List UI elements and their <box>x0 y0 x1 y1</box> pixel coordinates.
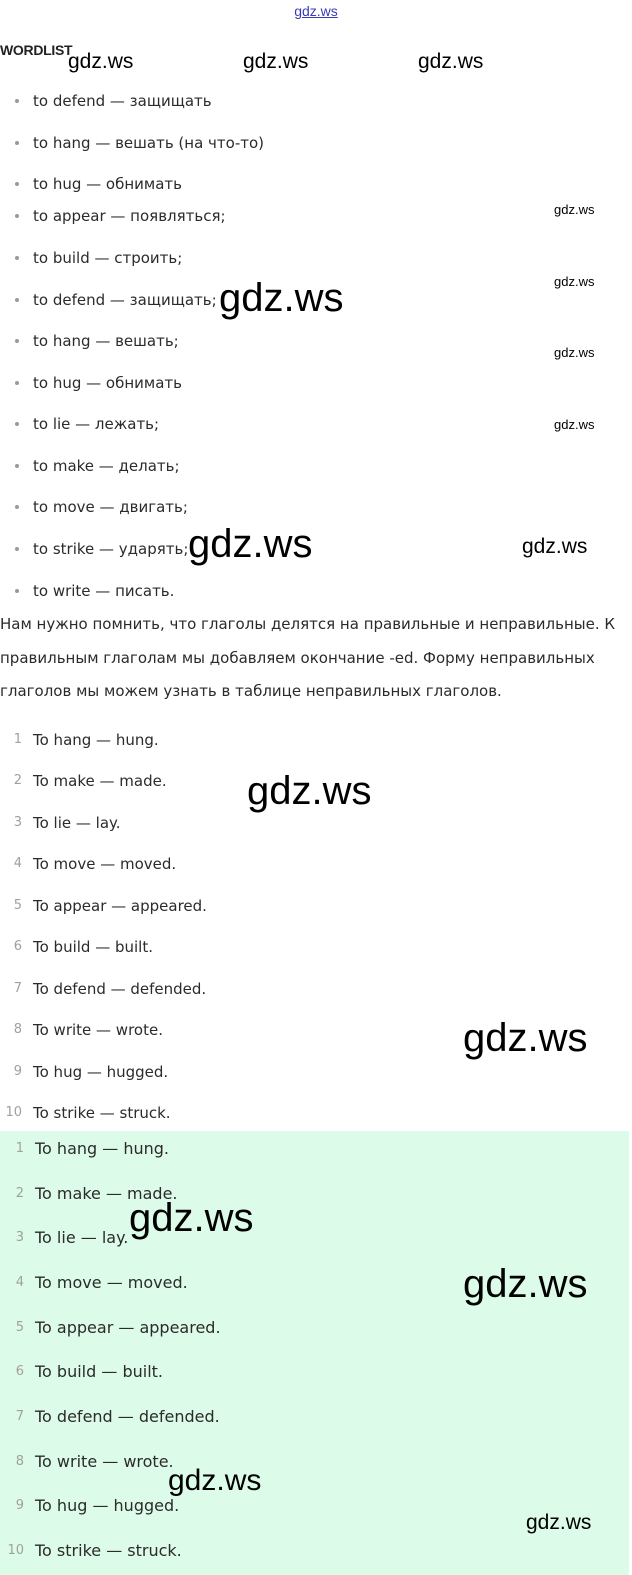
answer-text: To build — built. <box>33 938 153 956</box>
list-item-text: to defend — защищать; <box>33 291 217 309</box>
watermark: gdz.ws <box>463 1262 588 1306</box>
bullet-icon <box>15 182 19 186</box>
list-item-text: to strike — ударять; <box>33 540 189 558</box>
watermark: gdz.ws <box>463 1016 588 1060</box>
watermark: gdz.ws <box>68 50 134 73</box>
item-number: 8 <box>13 1022 22 1037</box>
list-item-text: to hug — обнимать <box>33 175 182 193</box>
answer-text: To strike — struck. <box>33 1104 171 1122</box>
answer-text: To lie — lay. <box>33 814 121 832</box>
item-number: 9 <box>15 1498 24 1513</box>
watermark: gdz.ws <box>526 1511 592 1534</box>
watermark: gdz.ws <box>554 274 595 289</box>
list-item-text: to lie — лежать; <box>33 415 160 433</box>
list-item-text: to make — делать; <box>33 457 180 475</box>
item-number: 10 <box>7 1543 24 1558</box>
answer-text: To hug — hugged. <box>33 1063 169 1081</box>
answer-text: To make — made. <box>35 1184 178 1203</box>
bullet-icon <box>15 214 19 218</box>
answer-text: To defend — defended. <box>35 1407 220 1426</box>
watermark: gdz.ws <box>168 1464 262 1497</box>
answer-text: To build — built. <box>35 1362 163 1381</box>
answer-text: To lie — lay. <box>35 1228 129 1247</box>
item-number: 3 <box>13 815 22 830</box>
item-number: 9 <box>13 1064 22 1079</box>
answer-text: To move — moved. <box>33 855 177 873</box>
watermark: gdz.ws <box>129 1196 254 1240</box>
answer-text: To hang — hung. <box>33 731 159 749</box>
watermark: gdz.ws <box>522 535 588 558</box>
bullet-icon <box>15 505 19 509</box>
item-number: 4 <box>13 856 22 871</box>
item-number: 3 <box>15 1230 24 1245</box>
item-number: 6 <box>13 939 22 954</box>
bullet-icon <box>15 464 19 468</box>
answer-text: To write — wrote. <box>35 1452 174 1471</box>
answer-text: To strike — struck. <box>35 1541 182 1560</box>
item-number: 4 <box>15 1275 24 1290</box>
item-number: 2 <box>15 1186 24 1201</box>
watermark: gdz.ws <box>243 50 309 73</box>
list-item-text: to appear — появляться; <box>33 207 226 225</box>
watermark: gdz.ws <box>247 769 372 813</box>
item-number: 5 <box>13 898 22 913</box>
item-number: 7 <box>15 1409 24 1424</box>
explanation-paragraph: Нам нужно помнить, что глаголы делятся на правильные и неправильные. К правильным глаголам мы добавляем окончание -ed. Форму неправильных глаголов мы можем узнать в таблице неправильных глаголов. <box>0 615 616 700</box>
wordlist-heading: WORDLIST <box>0 42 73 58</box>
item-number: 7 <box>13 981 22 996</box>
bullet-icon <box>15 99 19 103</box>
list-item-text: to defend — защищать <box>33 92 212 110</box>
watermark: gdz.ws <box>188 522 313 566</box>
bullet-icon <box>15 339 19 343</box>
watermark: gdz.ws <box>554 417 595 432</box>
bullet-icon <box>15 256 19 260</box>
item-number: 10 <box>5 1105 22 1120</box>
item-number: 8 <box>15 1454 24 1469</box>
watermark: gdz.ws <box>554 345 595 360</box>
bullet-icon <box>15 422 19 426</box>
list-item-text: to move — двигать; <box>33 498 188 516</box>
site-link[interactable]: gdz.ws <box>294 3 338 19</box>
item-number: 6 <box>15 1364 24 1379</box>
bullet-icon <box>15 298 19 302</box>
bullet-icon <box>15 381 19 385</box>
list-item-text: to write — писать. <box>33 582 175 600</box>
answer-text: To appear — appeared. <box>33 897 207 915</box>
answer-text: To defend — defended. <box>33 980 207 998</box>
item-number: 2 <box>13 773 22 788</box>
list-item-text: to build — строить; <box>33 249 183 267</box>
answer-text: To hang — hung. <box>35 1139 170 1158</box>
list-item-text: to hug — обнимать <box>33 374 182 392</box>
item-number: 1 <box>15 1141 24 1156</box>
answer-text: To hug — hugged. <box>35 1496 180 1515</box>
item-number: 5 <box>15 1320 24 1335</box>
item-number: 1 <box>13 732 22 747</box>
list-item-text: to hang — вешать (на что-то) <box>33 134 264 152</box>
answer-text: To move — moved. <box>35 1273 188 1292</box>
answer-text: To make — made. <box>33 772 167 790</box>
watermark: gdz.ws <box>554 202 595 217</box>
watermark: gdz.ws <box>418 50 484 73</box>
bullet-icon <box>15 547 19 551</box>
bullet-icon <box>15 589 19 593</box>
watermark: gdz.ws <box>219 276 344 320</box>
list-item-text: to hang — вешать; <box>33 332 179 350</box>
answer-text: To write — wrote. <box>33 1021 163 1039</box>
answer-text: To appear — appeared. <box>35 1318 221 1337</box>
highlighted-answer-block <box>0 1131 629 1575</box>
bullet-icon <box>15 141 19 145</box>
